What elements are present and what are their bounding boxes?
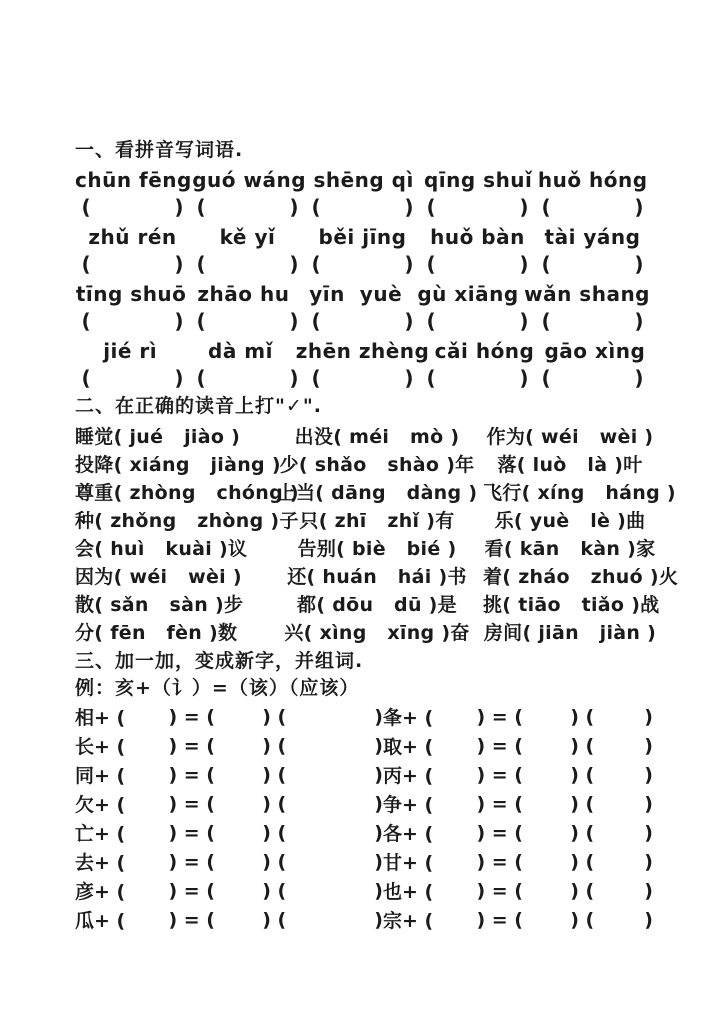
add-radical-item (383, 906, 653, 933)
pinyin-word: huǒ hóng (537, 168, 648, 192)
pronunciation-item: 上当( dāng dàng ) (276, 481, 478, 504)
equals-bracket: ) = ( (161, 879, 222, 902)
bracket-cell (190, 252, 305, 277)
answer-brackets (312, 195, 414, 220)
word-bracket: ) ( (563, 850, 601, 873)
bracket-open: ( (541, 366, 551, 390)
word-bracket: ) ( (563, 879, 601, 902)
pinyin-word: zhǔ rén (88, 225, 177, 249)
pronunciation-item: 种( zhǒng zhòng )子 (75, 509, 299, 532)
pinyin-word: guó wáng (192, 168, 307, 192)
equals-bracket: ) = ( (469, 908, 530, 931)
word-bracket: ) ( (255, 879, 293, 902)
add-radical-item (383, 790, 653, 817)
pinyin-word: wǎn shang (524, 282, 650, 306)
pinyin-word: běi jīng (318, 225, 407, 249)
base-character: 去+ ( (75, 852, 132, 874)
bracket-cell (75, 252, 190, 277)
bracket-close: ) (367, 879, 383, 902)
add-radical-item (75, 906, 383, 933)
pronunciation-item: 乐( yuè lè )曲 (494, 509, 646, 532)
pronunciation-item: 分( fēn fèn )数 (75, 621, 238, 644)
answer-brackets (82, 309, 184, 334)
bracket-open: ( (541, 309, 551, 333)
answer-brackets (427, 195, 529, 220)
bracket-close: ) (634, 366, 644, 390)
bracket-open: ( (311, 366, 321, 390)
add-radical-item (75, 819, 383, 846)
bracket-cell (535, 309, 650, 334)
base-character: 丙+ ( (383, 765, 440, 787)
pronunciation-item: 出没( méi mò ) (294, 425, 460, 448)
bracket-close: ) (174, 309, 184, 333)
bracket-open: ( (426, 309, 436, 333)
pinyin-cell (185, 336, 295, 366)
bracket-close: ) (289, 309, 299, 333)
bracket-close: ) (637, 763, 653, 786)
base-character: 相+ ( (75, 707, 132, 729)
add-radical-row (75, 847, 653, 876)
pinyin-word: chūn fēng (75, 168, 192, 192)
bracket-cell (305, 309, 420, 334)
word-bracket: ) ( (255, 821, 293, 844)
add-radical-item (75, 761, 383, 788)
bracket-cell (535, 195, 650, 220)
add-radical-row (75, 818, 653, 847)
bracket-close: ) (289, 252, 299, 276)
answer-brackets (427, 366, 529, 391)
bracket-close: ) (367, 734, 383, 757)
equals-bracket: ) = ( (161, 734, 222, 757)
bracket-open: ( (311, 252, 321, 276)
add-radical-row (75, 702, 653, 731)
bracket-open: ( (81, 309, 91, 333)
add-radical-item (383, 877, 653, 904)
word-bracket: ) ( (255, 792, 293, 815)
pinyin-word: huǒ bàn (430, 225, 525, 249)
pronunciation-item: 都( dōu dū )是 (297, 593, 457, 616)
bracket-close: ) (404, 252, 414, 276)
base-character: 彦+ ( (75, 881, 132, 903)
bracket-close: ) (637, 705, 653, 728)
bracket-cell (305, 366, 420, 391)
pinyin-word: tài yáng (544, 225, 641, 249)
word-bracket: ) ( (255, 908, 293, 931)
bracket-close: ) (367, 763, 383, 786)
pinyin-cell (540, 336, 650, 366)
add-radical-item (75, 877, 383, 904)
pronunciation-item: 投降( xiáng jiàng ) (75, 453, 281, 476)
add-radical-item (75, 703, 383, 730)
base-character: 瓜+ ( (75, 910, 132, 932)
answer-brackets (427, 252, 529, 277)
equals-bracket: ) = ( (469, 850, 530, 873)
pinyin-row (75, 222, 650, 279)
base-character: 各+ ( (383, 823, 440, 845)
answer-brackets (542, 195, 644, 220)
pinyin-cell (75, 336, 185, 366)
bracket-close: ) (634, 195, 644, 219)
pinyin-cell (535, 222, 650, 252)
pinyin-cell (429, 336, 539, 366)
pronunciation-row (75, 421, 657, 449)
pronunciation-row (75, 477, 676, 505)
add-radical-row (75, 789, 653, 818)
base-character: 争+ ( (383, 794, 440, 816)
equals-bracket: ) = ( (161, 763, 222, 786)
pinyin-cell (300, 279, 412, 309)
bracket-cell (75, 195, 190, 220)
section3-example: 例：亥+（讠）=（该）（应该） (75, 677, 360, 699)
equals-bracket: ) = ( (161, 792, 222, 815)
pronunciation-item: 睡觉( jué jiào ) (75, 425, 241, 448)
pronunciation-row (75, 561, 679, 589)
pinyin-cell (75, 165, 192, 195)
bracket-line (75, 252, 650, 277)
word-bracket: ) ( (563, 821, 601, 844)
base-character: 夆+ ( (383, 707, 440, 729)
pinyin-row (75, 165, 650, 222)
word-bracket: ) ( (255, 734, 293, 757)
section3-add-radical-rows (75, 702, 653, 934)
word-bracket: ) ( (563, 734, 601, 757)
pronunciation-item: 兴( xìng xīng )奋 (284, 621, 470, 644)
pronunciation-item: 还( huán hái )书 (287, 565, 467, 588)
bracket-close: ) (634, 309, 644, 333)
bracket-open: ( (196, 252, 206, 276)
pinyin-word: zhāo hu (197, 282, 290, 306)
pinyin-word: zhēn zhèng (295, 339, 430, 363)
pinyin-word: kě yǐ (219, 225, 276, 249)
bracket-close: ) (637, 879, 653, 902)
bracket-cell (305, 252, 420, 277)
pinyin-cell (305, 222, 420, 252)
pinyin-word: tīng shuō (75, 282, 187, 306)
pronunciation-row (75, 505, 657, 533)
base-character: 甘+ ( (383, 852, 440, 874)
pinyin-line (75, 279, 650, 309)
answer-brackets (197, 309, 299, 334)
add-radical-item (383, 848, 653, 875)
bracket-close: ) (367, 821, 383, 844)
base-character: 同+ ( (75, 765, 132, 787)
bracket-open: ( (311, 195, 321, 219)
word-bracket: ) ( (563, 705, 601, 728)
bracket-close: ) (519, 252, 529, 276)
add-radical-row (75, 731, 653, 760)
section3-heading: 三、加一加，变成新字，并组词. (75, 650, 364, 672)
pinyin-word: qīng shuǐ (423, 168, 533, 192)
bracket-close: ) (404, 309, 414, 333)
bracket-cell (535, 252, 650, 277)
add-radical-item (383, 703, 653, 730)
pronunciation-item: 看( kān kàn )家 (484, 537, 656, 560)
add-radical-row (75, 876, 653, 905)
bracket-close: ) (637, 850, 653, 873)
pinyin-cell (75, 222, 190, 252)
answer-brackets (427, 309, 529, 334)
section1-pinyin-rows (75, 165, 650, 393)
bracket-open: ( (81, 252, 91, 276)
bracket-cell (190, 309, 305, 334)
equals-bracket: ) = ( (469, 734, 530, 757)
pronunciation-item: 少( shǎo shào )年 (279, 453, 475, 476)
equals-bracket: ) = ( (161, 908, 222, 931)
pinyin-word: shēng qì (313, 168, 414, 192)
section2-heading: 二、在正确的读音上打"✓". (75, 395, 322, 417)
answer-brackets (542, 252, 644, 277)
bracket-open: ( (541, 252, 551, 276)
answer-brackets (312, 252, 414, 277)
pinyin-word: gāo xìng (544, 339, 646, 363)
bracket-line (75, 195, 650, 220)
answer-brackets (197, 195, 299, 220)
bracket-close: ) (519, 309, 529, 333)
answer-brackets (197, 366, 299, 391)
answer-brackets (197, 252, 299, 277)
bracket-close: ) (519, 195, 529, 219)
pronunciation-item: 飞行( xíng háng ) (483, 481, 676, 504)
bracket-close: ) (174, 366, 184, 390)
word-bracket: ) ( (563, 792, 601, 815)
bracket-line (75, 309, 650, 334)
equals-bracket: ) = ( (469, 879, 530, 902)
bracket-open: ( (426, 252, 436, 276)
bracket-cell (420, 366, 535, 391)
pinyin-cell (412, 279, 524, 309)
bracket-close: ) (289, 195, 299, 219)
pinyin-word: yīn yuè (309, 282, 403, 306)
equals-bracket: ) = ( (469, 821, 530, 844)
pronunciation-row (75, 449, 657, 477)
add-radical-item (383, 761, 653, 788)
bracket-cell (75, 366, 190, 391)
pronunciation-row (75, 617, 657, 645)
section2-pronunciation-rows (75, 421, 679, 645)
pronunciation-item: 散( sǎn sàn )步 (75, 593, 244, 616)
pinyin-line (75, 165, 650, 195)
base-character: 取+ ( (383, 736, 440, 758)
bracket-close: ) (367, 908, 383, 931)
word-bracket: ) ( (255, 763, 293, 786)
pronunciation-item: 房间( jiān jiàn ) (483, 621, 657, 644)
equals-bracket: ) = ( (161, 705, 222, 728)
bracket-close: ) (637, 908, 653, 931)
bracket-close: ) (634, 252, 644, 276)
pinyin-cell (187, 279, 299, 309)
answer-brackets (312, 309, 414, 334)
bracket-cell (535, 366, 650, 391)
bracket-close: ) (637, 792, 653, 815)
answer-brackets (542, 366, 644, 391)
pinyin-cell (421, 165, 536, 195)
bracket-close: ) (519, 366, 529, 390)
bracket-close: ) (174, 252, 184, 276)
bracket-open: ( (311, 309, 321, 333)
pronunciation-item: 落( luò là )叶 (497, 453, 643, 476)
section1-heading: 一、看拼音写词语. (75, 139, 244, 161)
bracket-cell (190, 195, 305, 220)
pinyin-row (75, 279, 650, 336)
add-radical-item (75, 790, 383, 817)
word-bracket: ) ( (255, 850, 293, 873)
equals-bracket: ) = ( (469, 792, 530, 815)
pronunciation-item: 作为( wéi wèi ) (486, 425, 654, 448)
bracket-open: ( (81, 366, 91, 390)
answer-brackets (82, 195, 184, 220)
pinyin-cell (75, 279, 187, 309)
bracket-close: ) (637, 821, 653, 844)
pinyin-cell (296, 336, 430, 366)
pronunciation-item: 会( huì kuài )议 (75, 537, 248, 560)
bracket-open: ( (196, 309, 206, 333)
answer-brackets (312, 366, 414, 391)
pinyin-word: gù xiāng (417, 282, 519, 306)
pinyin-word: jié rì (103, 339, 158, 363)
bracket-open: ( (426, 366, 436, 390)
equals-bracket: ) = ( (161, 821, 222, 844)
bracket-open: ( (81, 195, 91, 219)
pronunciation-item: 告别( biè bié ) (297, 537, 457, 560)
base-character: 宗+ ( (383, 910, 440, 932)
pinyin-cell (535, 165, 650, 195)
pronunciation-row (75, 589, 660, 617)
bracket-cell (75, 309, 190, 334)
answer-brackets (542, 309, 644, 334)
answer-brackets (82, 252, 184, 277)
base-character: 亡+ ( (75, 823, 132, 845)
pronunciation-row (75, 533, 657, 561)
bracket-close: ) (367, 792, 383, 815)
pronunciation-item: 只( zhī zhǐ )有 (299, 509, 455, 532)
bracket-line (75, 366, 650, 391)
bracket-close: ) (637, 734, 653, 757)
bracket-close: ) (289, 366, 299, 390)
bracket-open: ( (426, 195, 436, 219)
bracket-open: ( (541, 195, 551, 219)
pinyin-cell (190, 222, 305, 252)
bracket-open: ( (196, 195, 206, 219)
bracket-close: ) (404, 366, 414, 390)
bracket-cell (190, 366, 305, 391)
pronunciation-item: 因为( wéi wèi ) (75, 565, 242, 588)
pinyin-cell (420, 222, 535, 252)
bracket-cell (420, 309, 535, 334)
pinyin-word: cǎi hóng (434, 339, 535, 363)
base-character: 长+ ( (75, 736, 132, 758)
pinyin-line (75, 336, 650, 366)
pinyin-line (75, 222, 650, 252)
equals-bracket: ) = ( (469, 763, 530, 786)
bracket-cell (420, 252, 535, 277)
bracket-cell (305, 195, 420, 220)
add-radical-row (75, 760, 653, 789)
bracket-close: ) (367, 850, 383, 873)
word-bracket: ) ( (563, 908, 601, 931)
base-character: 欠+ ( (75, 794, 132, 816)
add-radical-item (383, 819, 653, 846)
add-radical-row (75, 905, 653, 934)
pinyin-word: dà mǐ (208, 339, 273, 363)
add-radical-item (75, 732, 383, 759)
pronunciation-item: 挑( tiāo tiǎo )战 (483, 593, 660, 616)
pronunciation-item: 尊重( zhòng chóng ) (75, 481, 299, 504)
pinyin-row (75, 336, 650, 393)
pinyin-cell (306, 165, 421, 195)
bracket-open: ( (196, 366, 206, 390)
pronunciation-item: 着( zháo zhuó )火 (483, 565, 679, 588)
word-bracket: ) ( (255, 705, 293, 728)
word-bracket: ) ( (563, 763, 601, 786)
base-character: 也+ ( (383, 881, 440, 903)
equals-bracket: ) = ( (161, 850, 222, 873)
answer-brackets (82, 366, 184, 391)
bracket-close: ) (174, 195, 184, 219)
bracket-close: ) (404, 195, 414, 219)
equals-bracket: ) = ( (469, 705, 530, 728)
bracket-cell (420, 195, 535, 220)
pinyin-cell (524, 279, 650, 309)
bracket-close: ) (367, 705, 383, 728)
add-radical-item (383, 732, 653, 759)
add-radical-item (75, 848, 383, 875)
pinyin-cell (192, 165, 307, 195)
